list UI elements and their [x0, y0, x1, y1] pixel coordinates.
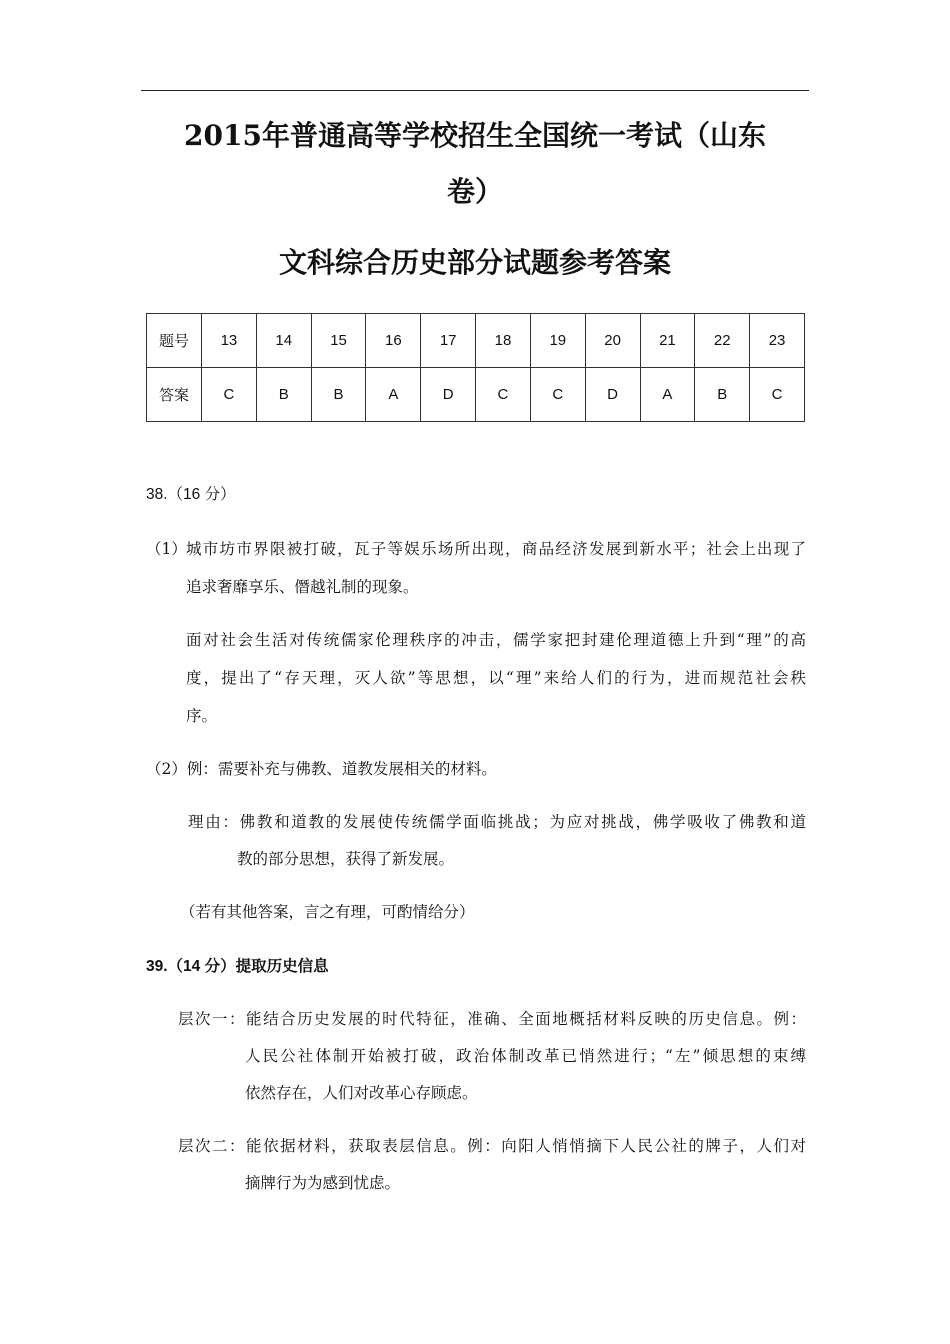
table-cell: 20: [585, 314, 640, 368]
table-cell: D: [421, 368, 476, 422]
table-cell: 22: [695, 314, 750, 368]
table-cell: A: [366, 368, 421, 422]
table-cell: C: [202, 368, 257, 422]
row-label: 答案: [147, 368, 202, 422]
q39-number: 39.（14 分）: [146, 958, 236, 975]
table-cell: 15: [311, 314, 366, 368]
q38-reason-line: 教的部分思想，获得了新发展。: [237, 850, 455, 868]
table-cell: A: [640, 368, 695, 422]
q38-part1b-line: 度，提出了“存天理，灭人欲”等思想，以“理”来给人们的行为，进而规范社会秩: [186, 669, 806, 687]
page-title: 2015年普通高等学校招生全国统一考试（山东: [184, 119, 766, 152]
table-cell: B: [311, 368, 366, 422]
page-subtitle: 文科综合历史部分试题参考答案: [278, 246, 671, 279]
header-rule: [141, 90, 809, 91]
q39-header: [146, 955, 329, 978]
q38-part1b-line: 序。: [186, 707, 218, 725]
q38-part1-line: 城市坊市界限被打破，瓦子等娱乐场所出现，商品经济发展到新水平；社会上出现了: [186, 540, 806, 558]
table-cell: 13: [202, 314, 257, 368]
q39-level2-line: 层次二：能依据材料，获取表层信息。例：向阳人悄悄摘下人民公社的牌子，人们对: [178, 1137, 806, 1155]
table-cell: 19: [530, 314, 585, 368]
q39-level2-line: 摘牌行为为感到忧虑。: [245, 1174, 401, 1192]
table-cell: 23: [750, 314, 805, 368]
table-cell: B: [256, 368, 311, 422]
answer-table: [146, 313, 805, 422]
q38-part1b-line: 面对社会生活对传统儒家伦理秩序的冲击，儒学家把封建伦理道德上升到“理”的高: [186, 631, 806, 649]
table-cell: 16: [366, 314, 421, 368]
table-cell: 14: [256, 314, 311, 368]
q38-header: 38.（16 分）: [146, 486, 236, 503]
table-cell: 18: [476, 314, 531, 368]
q38-scoring-note: （若有其他答案，言之有理，可酌情给分）: [180, 903, 475, 921]
answer-row: [147, 368, 805, 422]
table-cell: C: [476, 368, 531, 422]
q39-level1-line: 依然存在，人们对改革心存顾虑。: [245, 1084, 478, 1102]
q38-part2-line: （2）例：需要补充与佛教、道教发展相关的材料。: [146, 760, 497, 778]
question-number-row: [147, 314, 805, 368]
page-title-continued: 卷）: [446, 175, 503, 208]
q38-part1-label: （1）: [146, 540, 187, 558]
q38-reason-line: 理由：佛教和道教的发展使传统儒学面临挑战；为应对挑战，佛学吸收了佛教和道: [188, 813, 806, 831]
table-cell: C: [530, 368, 585, 422]
table-cell: D: [585, 368, 640, 422]
table-cell: C: [750, 368, 805, 422]
table-cell: B: [695, 368, 750, 422]
q39-level1-line: 人民公社体制开始被打破，政治体制改革已悄然进行；“左”倾思想的束缚: [245, 1047, 806, 1065]
row-label: 题号: [147, 314, 202, 368]
q39-title: 提取历史信息: [235, 956, 329, 975]
q38-part1-line: 追求奢靡享乐、僭越礼制的现象。: [186, 578, 419, 596]
table-cell: 21: [640, 314, 695, 368]
q39-level1-line: 层次一：能结合历史发展的时代特征，准确、全面地概括材料反映的历史信息。例：: [178, 1010, 806, 1028]
table-cell: 17: [421, 314, 476, 368]
